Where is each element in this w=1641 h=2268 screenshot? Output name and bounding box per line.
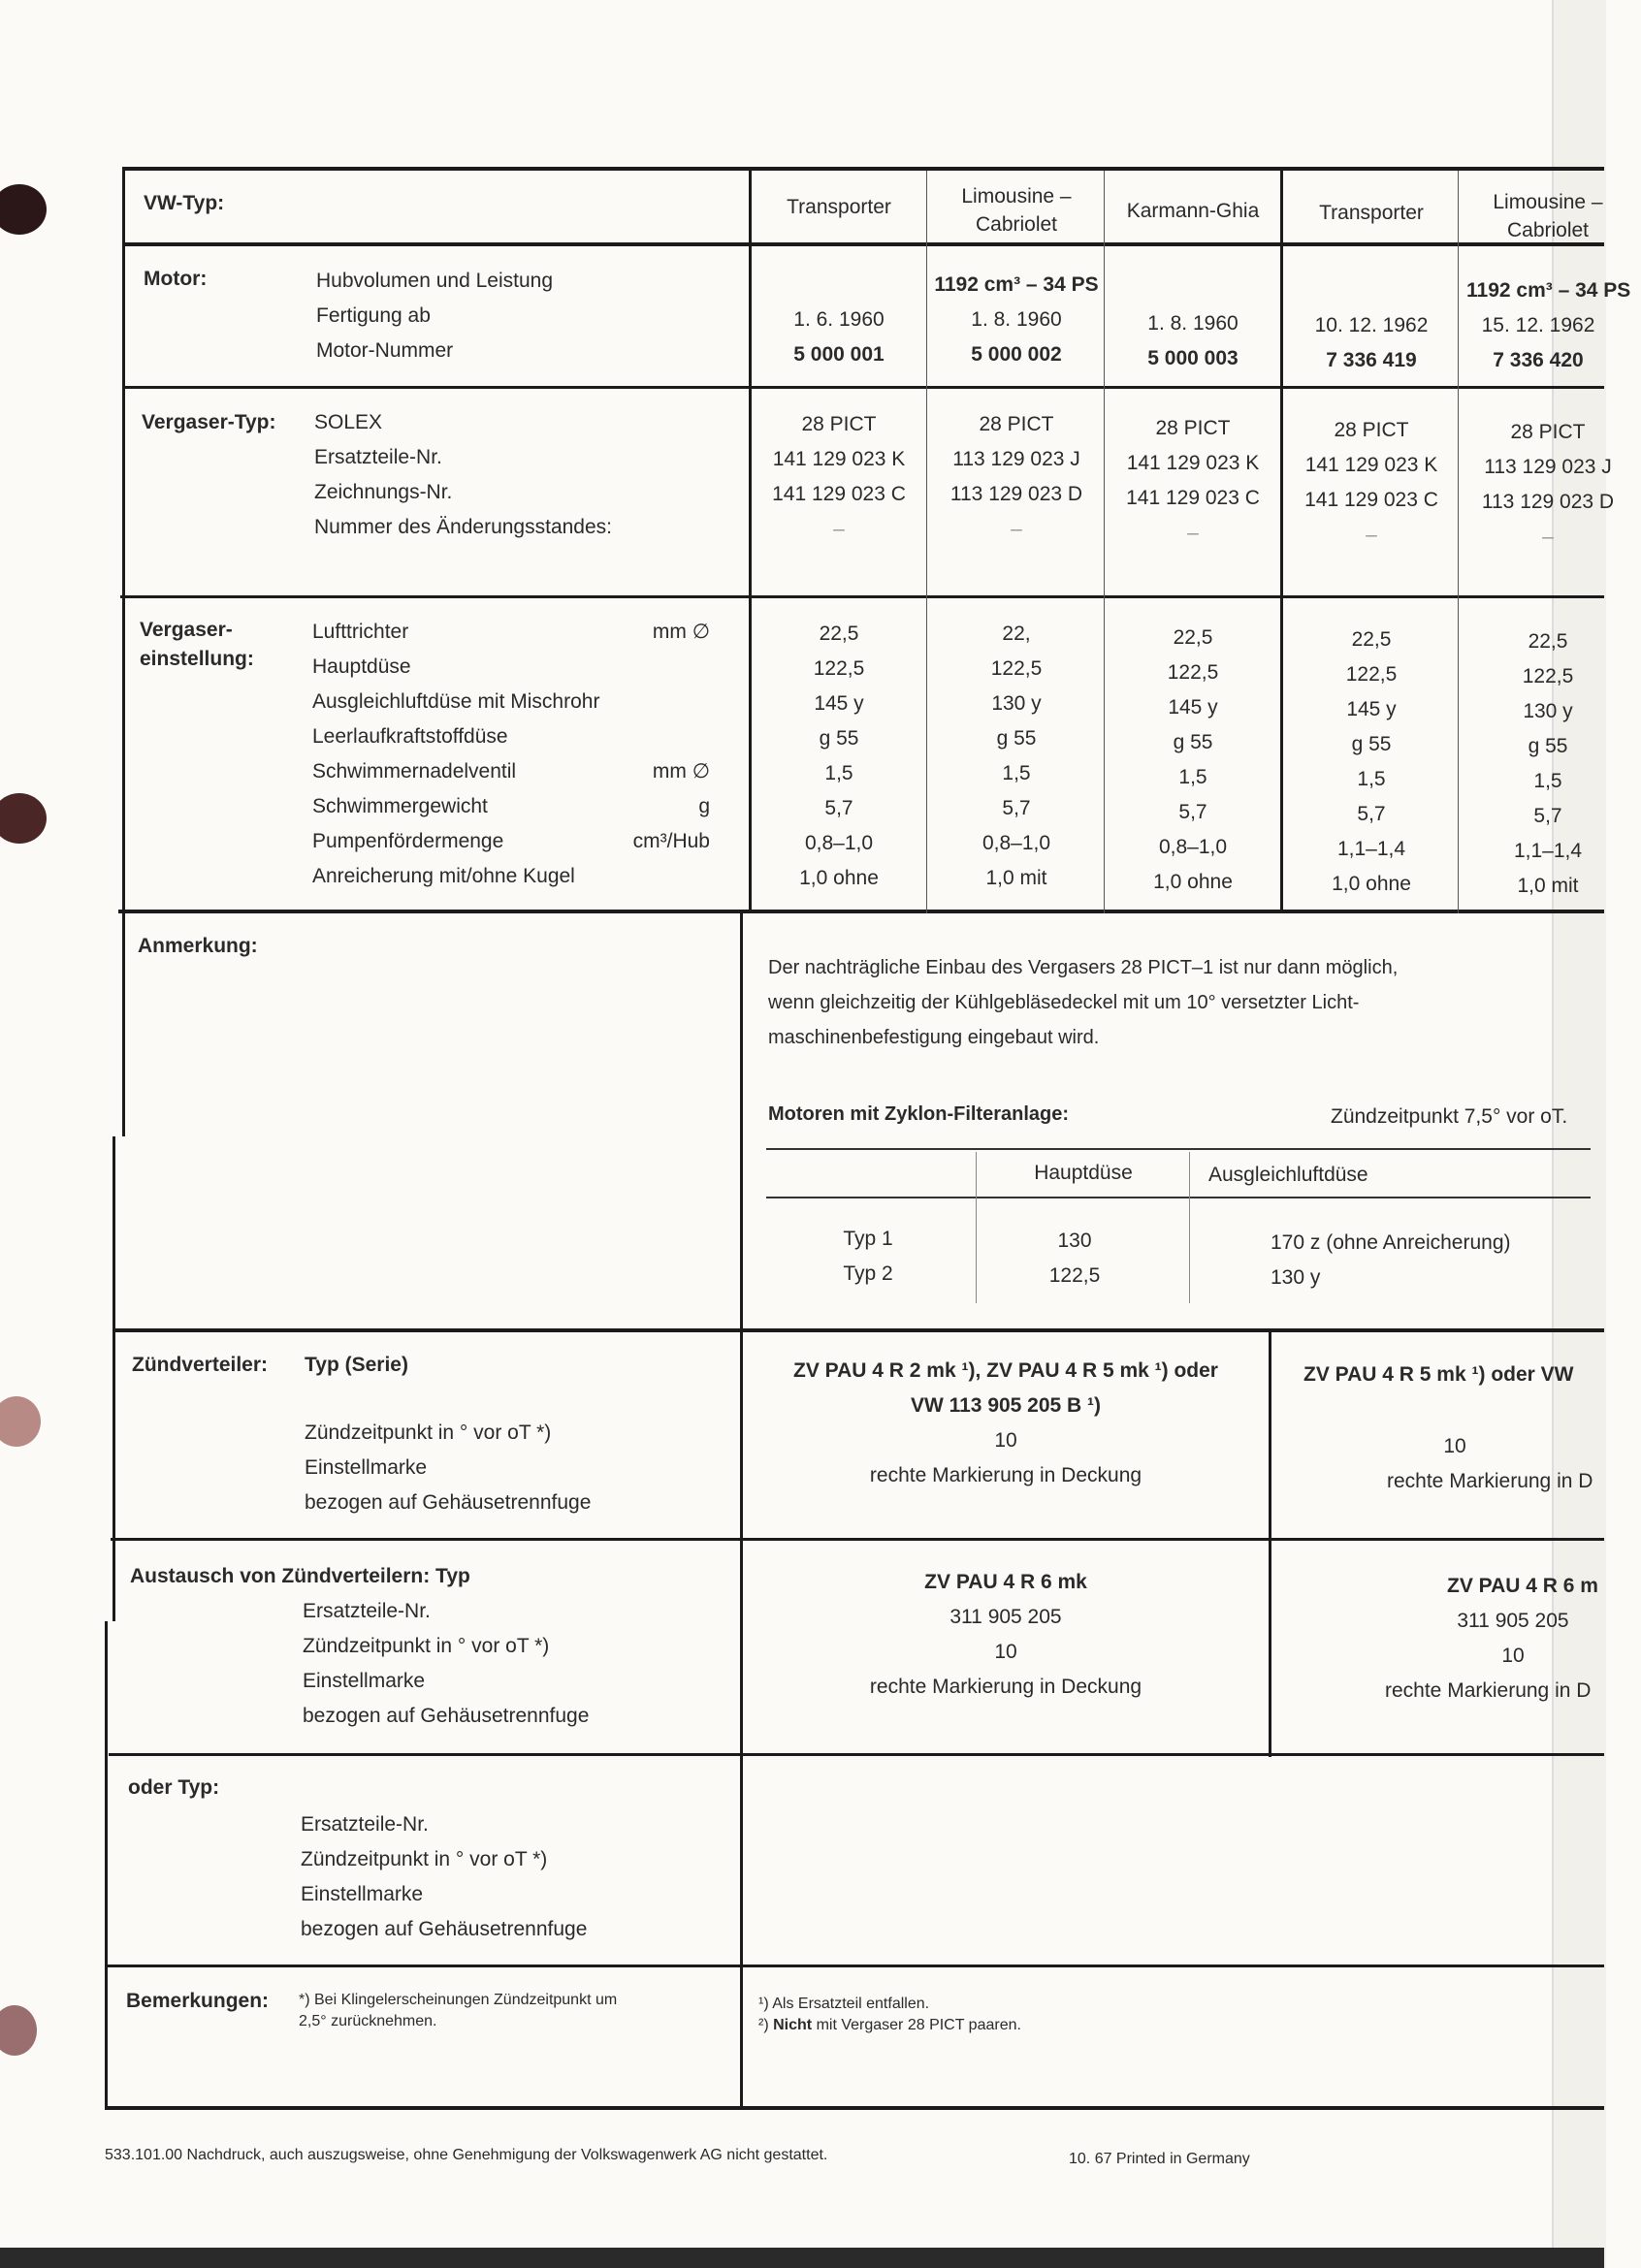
row-label: Fertigung ab [316,304,431,327]
vergaser-column [929,407,1104,547]
unit-label: mm ∅ [652,621,710,643]
cell: 145 y [1346,698,1397,720]
einstellung-column [753,617,925,896]
footer-legal: 533.101.00 Nachdruck, auch auszugsweise, ohne Genehmigung der Volkswagenwerk AG nicht gestattet. [105,2147,828,2163]
row-label: Typ (Serie) [305,1354,408,1376]
cell: 122,5 [990,657,1043,680]
cell: g 55 [996,727,1037,750]
einstellung-units [582,615,710,894]
subtable-rule [766,1148,1591,1150]
cell: 1,0 mit [1517,875,1579,897]
motor-label: Motor: [144,268,208,290]
zv-serie-b: ZV PAU 4 R 5 mk ¹) oder VW [1303,1363,1574,1386]
cell: g 55 [819,727,859,750]
oder-typ-label: oder Typ: [128,1776,220,1799]
punch-hole [0,1396,41,1447]
footnote-1: ¹) Als Ersatzteil entfallen. [758,1996,930,2012]
cell: 22,5 [1528,630,1568,653]
einstellung-label: einstellung: [140,648,254,670]
subtable-divider [1189,1152,1190,1303]
cell: 22,5 [1173,626,1213,649]
group-divider [1269,1330,1271,1757]
cell: 1,0 ohne [799,867,879,889]
footnote-text: mit Vergaser 28 PICT paaren. [816,2017,1021,2033]
cell: 22, [1002,623,1031,645]
zv-serie-a: ZV PAU 4 R 2 mk ¹), ZV PAU 4 R 5 mk ¹) oder [793,1359,1218,1382]
cell: 1,5 [1178,766,1207,788]
group-divider [1280,167,1283,913]
bottom-edge [0,2248,1604,2268]
cell: 122,5 [1345,663,1398,686]
page-edge [1552,0,1606,2268]
cell: 1,1–1,4 [1513,840,1583,862]
cell: 5,7 [824,797,853,819]
power-value: 1192 cm³ – 34 PS [1466,279,1631,302]
einstellung-column [1284,623,1459,902]
cell: 28 PICT [979,413,1054,435]
cell: 1,5 [1002,762,1031,784]
subtable-divider [976,1152,977,1303]
cell: – [1011,518,1022,540]
subtable-cell: Typ 1 [843,1228,893,1250]
cell: 122,5 [1167,661,1219,684]
cell: g 55 [1351,733,1392,755]
row-label: Schwimmernadelventil [312,760,517,783]
cell: 28 PICT [801,413,877,435]
motor-nummer: 5 000 003 [1147,347,1239,369]
row-rule [109,1753,1604,1756]
footnote-emphasis: Nicht [773,2017,813,2033]
zuendverteiler-label: Zündverteiler: [132,1354,269,1376]
column-header: Transporter [1319,202,1424,224]
cell: 5,7 [1178,801,1207,823]
cell: 145 y [814,692,864,715]
unit-label [582,685,710,719]
row-label: Ersatzteile-Nr. [314,446,442,468]
cell: 5,7 [1533,805,1562,827]
unit-label [582,650,710,685]
einstellung-column [1106,621,1280,900]
table-bottom-rule [105,2106,1604,2110]
row-label: Zündzeitpunkt in ° vor oT *) [305,1421,552,1444]
vw-typ-label: VW-Typ: [144,192,225,214]
row-label: Hubvolumen und Leistung [316,270,554,292]
cell: – [833,518,845,540]
subtable-cell: Typ 2 [843,1262,893,1285]
column-header: Transporter [787,196,891,218]
row-rule [118,910,1604,913]
austausch-b: rechte Markierung in D [1385,1679,1592,1702]
cell: 0,8–1,0 [1158,836,1228,858]
main-divider [740,911,743,2108]
subtable-rule [766,1197,1591,1198]
zuendzeitpunkt-note: Zündzeitpunkt 7,5° vor oT. [1331,1105,1568,1128]
row-label: Ersatzteile-Nr. [301,1813,429,1836]
fertigung: 1. 8. 1960 [971,308,1062,331]
motor-nummer: 5 000 001 [793,343,885,366]
zv-mark-b: rechte Markierung in D [1387,1470,1593,1492]
cell: 122,5 [1522,665,1574,687]
subtable-cell: 130 [1057,1230,1092,1252]
bemerkungen-label: Bemerkungen: [126,1990,270,2012]
cell: 122,5 [813,657,865,680]
austausch-a: rechte Markierung in Deckung [869,1676,1142,1698]
vergaser-column [753,407,925,547]
zyklon-title: Motoren mit Zyklon-Filteranlage: [768,1103,1070,1125]
footnote-marker: ²) [758,2017,769,2033]
subtable-cell: 170 z (ohne Anreicherung) [1271,1231,1511,1254]
motor-nummer: 7 336 420 [1493,349,1584,371]
row-label: Pumpenfördermenge [312,830,504,852]
cell: 141 129 023 K [772,448,906,470]
cell: 141 129 023 C [1304,489,1438,511]
cell: 141 129 023 K [1126,452,1260,474]
cell: 113 129 023 D [1481,491,1615,513]
cell: g 55 [1173,731,1213,753]
footnote-2 [758,2015,1021,2036]
cell: 141 129 023 C [1126,487,1260,509]
zv-value-a: 10 [994,1429,1017,1452]
austausch-a: ZV PAU 4 R 6 mk [924,1571,1087,1593]
cell: 1,5 [1357,768,1386,790]
cell: 22,5 [1351,628,1392,651]
vergaser-column [1106,411,1280,551]
row-rule [124,242,1604,246]
row-label: Einstellmarke [303,1670,426,1692]
row-rule [120,595,1604,598]
row-label: bezogen auf Gehäusetrennfuge [303,1705,590,1727]
motor-nummer: 7 336 419 [1326,349,1417,371]
vergaser-typ-label: Vergaser-Typ: [142,411,276,433]
unit-label [582,719,710,754]
austausch-b: 311 905 205 [1457,1610,1569,1632]
einstellung-column [1461,624,1635,904]
cell: 0,8–1,0 [804,832,874,854]
row-rule [111,1538,1604,1541]
row-label: SOLEX [314,411,383,433]
cell: 130 y [1523,700,1573,722]
austausch-b: 10 [1501,1645,1525,1667]
punch-hole [0,184,47,235]
cell: 141 129 023 C [772,483,906,505]
row-label: Zeichnungs-Nr. [314,481,453,503]
fertigung: 1. 8. 1960 [1147,312,1239,335]
cell: – [1366,524,1377,546]
table-left-rule [122,167,125,1136]
column-header: Limousine – Cabriolet [961,185,1072,236]
austausch-label: Austausch von Zündverteilern: Typ [130,1565,470,1587]
cell: 5,7 [1357,803,1386,825]
zv-serie-a: VW 113 905 205 B ¹) [910,1394,1102,1417]
cell: 130 y [991,692,1042,715]
fertigung: 1. 6. 1960 [793,308,885,331]
column-header: Limousine – Cabriolet [1493,191,1603,241]
cell: 113 129 023 D [949,483,1083,505]
row-label: Ausgleichluftdüse mit Mischrohr [312,690,600,713]
cell: 5,7 [1002,797,1031,819]
bemerkung-left: *) Bei Klingelerscheinungen Zündzeitpunkt um 2,5° zurücknehmen. [299,1992,618,2029]
einstellung-label: Vergaser- [140,619,233,641]
cell: 141 129 023 K [1304,454,1438,476]
subtable-cell: 130 y [1271,1266,1321,1289]
row-label: Schwimmergewicht [312,795,488,817]
table-left-rule [113,1136,115,1621]
cell: 1,0 mit [985,867,1047,889]
cell: 1,1–1,4 [1336,838,1406,860]
vergaser-typ-rows [314,405,612,545]
cell: 1,5 [1533,770,1562,792]
row-rule [107,1965,1604,1967]
cell: g 55 [1528,735,1568,757]
punch-hole [0,2005,37,2056]
austausch-a: 10 [994,1641,1017,1663]
cell: 113 129 023 J [1484,456,1612,478]
austausch-a: 311 905 205 [949,1606,1062,1628]
subtable-header: Ausgleichluftdüse [1208,1164,1368,1186]
unit-label [582,859,710,894]
row-label: Zündzeitpunkt in ° vor oT *) [303,1635,550,1657]
einstellung-rows [312,615,599,894]
cell: 1,0 ohne [1153,871,1233,893]
row-label: Einstellmarke [305,1456,428,1479]
row-label: Anreicherung mit/ohne Kugel [312,865,575,887]
row-label: Leerlaufkraftstoffdüse [312,725,508,748]
cell: 28 PICT [1155,417,1231,439]
row-label: Motor-Nummer [316,339,454,362]
cell: – [1187,522,1199,544]
row-label: Lufttrichter [312,621,409,643]
footer-print: 10. 67 Printed in Germany [1069,2151,1250,2167]
row-label: Ersatzteile-Nr. [303,1600,431,1622]
unit-label: mm ∅ [652,760,710,783]
table-left-rule [105,1621,108,2108]
row-label: bezogen auf Gehäusetrennfuge [305,1491,592,1514]
anmerkung-text [768,950,1398,1055]
cell: 1,0 ohne [1332,873,1411,895]
row-label: Nummer des Änderungsstandes: [314,516,612,538]
punch-hole [0,793,47,844]
austausch-b: ZV PAU 4 R 6 m [1447,1575,1598,1597]
row-label: bezogen auf Gehäusetrennfuge [301,1918,588,1940]
cell: – [1542,526,1554,548]
cell: 145 y [1168,696,1218,719]
cell: 113 129 023 J [952,448,1080,470]
motor-rows [316,264,553,368]
zv-value-b: 10 [1443,1435,1466,1457]
cell: 28 PICT [1334,419,1409,441]
row-rule [122,386,1604,389]
cell: 0,8–1,0 [981,832,1051,854]
cell: 28 PICT [1510,421,1586,443]
anmerkung-label: Anmerkung: [138,935,258,957]
vergaser-column [1461,415,1635,555]
main-divider [749,167,752,913]
text-line: Der nachträgliche Einbau des Vergasers 28 PICT–1 ist nur dann möglich, [768,957,1399,978]
subtable-header: Hauptdüse [1034,1162,1133,1184]
motor-nummer: 5 000 002 [971,343,1062,366]
row-label: Hauptdüse [312,655,411,678]
vergaser-column [1284,413,1459,553]
row-label: Zündzeitpunkt in ° vor oT *) [301,1848,548,1870]
fertigung: 10. 12. 1962 [1314,314,1429,336]
row-label: Einstellmarke [301,1883,424,1905]
einstellung-column [929,617,1104,896]
column-header: Karmann-Ghia [1126,200,1260,222]
row-rule [113,1328,1604,1332]
zv-mark-a: rechte Markierung in Deckung [869,1464,1142,1486]
fertigung: 15. 12. 1962 [1481,314,1595,336]
unit-label: cm³/Hub [632,830,710,852]
table-top-rule [124,167,1604,171]
cell: 1,5 [824,762,853,784]
text-line: maschinenbefestigung eingebaut wird. [768,1027,1100,1048]
subtable-cell: 122,5 [1048,1264,1101,1287]
cell: 22,5 [819,623,859,645]
text-line: wenn gleichzeitig der Kühlgebläsedeckel mit um 10° versetzter Licht- [768,992,1360,1013]
unit-label: g [698,795,710,817]
power-value: 1192 cm³ – 34 PS [934,273,1099,296]
